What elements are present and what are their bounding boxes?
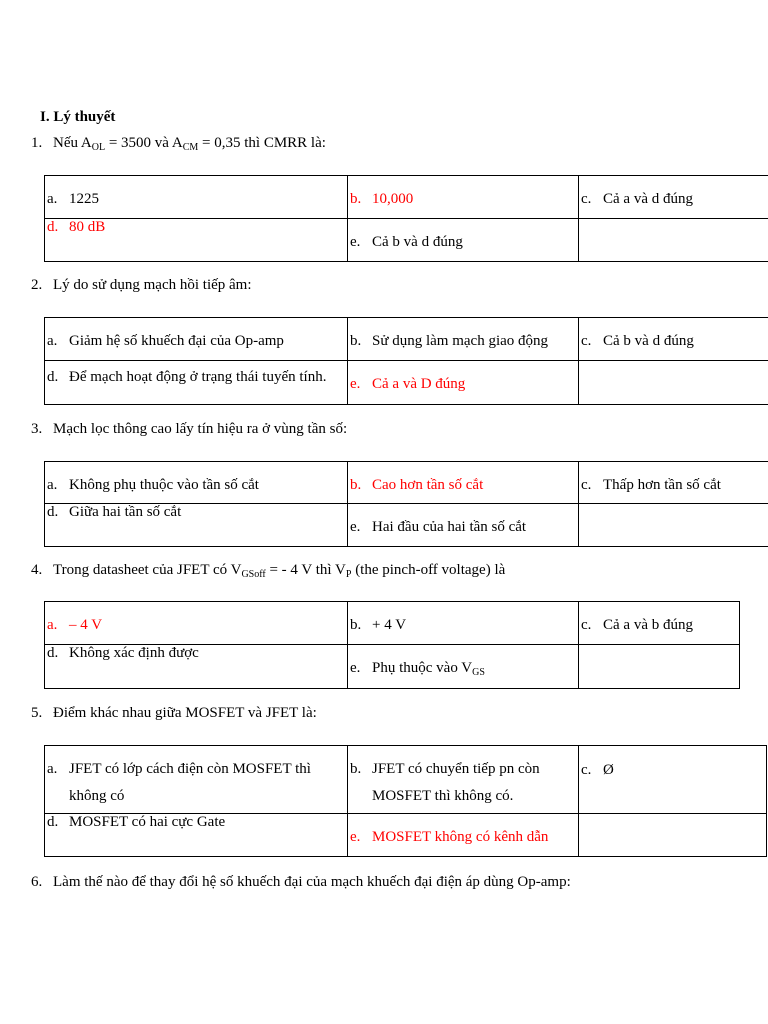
empty-cell xyxy=(579,504,768,547)
question-number: 4. xyxy=(31,562,43,578)
question-number: 3. xyxy=(31,421,43,437)
option-a[interactable]: a. JFET có lớp cách điện còn MOSFET thì không có xyxy=(45,746,348,814)
section-heading: I. Lý thuyết xyxy=(40,109,116,125)
question-number: 2. xyxy=(31,277,43,293)
option-a[interactable]: a. Không phụ thuộc vào tần số cắt xyxy=(45,462,348,504)
answer-table-3 xyxy=(44,461,768,547)
option-b[interactable]: b. Cao hơn tần số cắt xyxy=(348,462,579,504)
option-a[interactable]: a. Giảm hệ số khuếch đại của Op-amp xyxy=(45,318,348,361)
answer-table-2 xyxy=(44,317,768,405)
option-d[interactable]: d. MOSFET có hai cực Gate xyxy=(45,814,348,857)
answer-table-1 xyxy=(44,175,768,262)
option-a[interactable]: a. 1225 xyxy=(45,176,348,219)
question-3: 3. Mạch lọc thông cao lấy tín hiệu ra ở vùng tần số: xyxy=(31,421,348,437)
option-c[interactable]: c. Ø xyxy=(579,746,767,814)
question-number: 6. xyxy=(31,874,43,890)
option-c[interactable]: c. Thấp hơn tần số cắt xyxy=(579,462,768,504)
option-e[interactable]: e. Cả b và d đúng xyxy=(348,219,579,262)
question-2: 2. Lý do sử dụng mạch hồi tiếp âm: xyxy=(31,277,252,293)
question-4: 4. Trong datasheet của JFET có $V_{GSoff}$ = - 4 V thì $V_P$ (the pinch-off voltage) là xyxy=(31,562,506,580)
option-d[interactable]: d. 80 dB xyxy=(45,219,348,262)
option-d[interactable]: d. Để mạch hoạt động ở trạng thái tuyến tính. xyxy=(45,361,348,405)
option-a[interactable]: a. – 4 V xyxy=(45,602,348,645)
question-1: 1. Nếu $A_{OL} = 3500$ và $A_{CM} = 0,35$ thì CMRR là: xyxy=(31,135,326,153)
option-b[interactable]: b. Sử dụng làm mạch giao động xyxy=(348,318,579,361)
empty-cell xyxy=(579,814,767,857)
answer-table-5 xyxy=(44,745,767,857)
question-number: 5. xyxy=(31,705,43,721)
option-d[interactable]: d. Không xác định được xyxy=(45,645,348,689)
question-number: 1. xyxy=(31,135,43,151)
question-6: 6. Làm thế nào để thay đổi hệ số khuếch đại của mạch khuếch đại điện áp dùng Op-amp: xyxy=(31,874,571,890)
question-5: 5. Điểm khác nhau giữa MOSFET và JFET là: xyxy=(31,705,317,721)
answer-table-4 xyxy=(44,601,740,689)
option-e[interactable]: e. Hai đầu của hai tần số cắt xyxy=(348,504,579,547)
option-e[interactable]: e. Phụ thuộc vào $V_{GS}$ xyxy=(348,645,579,689)
empty-cell xyxy=(579,361,768,405)
option-c[interactable]: c. Cả b và d đúng xyxy=(579,318,768,361)
option-b[interactable]: b. JFET có chuyển tiếp pn còn MOSFET thì không có. xyxy=(348,746,579,814)
option-c[interactable]: c. Cả a và b đúng xyxy=(579,602,740,645)
option-c[interactable]: c. Cả a và d đúng xyxy=(579,176,768,219)
option-d[interactable]: d. Giữa hai tần số cắt xyxy=(45,504,348,547)
empty-cell xyxy=(579,219,768,262)
option-e[interactable]: e. Cả a và D đúng xyxy=(348,361,579,405)
option-b[interactable]: b. + 4 V xyxy=(348,602,579,645)
empty-cell xyxy=(579,645,740,689)
option-e[interactable]: e. MOSFET không có kênh dẫn xyxy=(348,814,579,857)
option-b[interactable]: b. 10,000 xyxy=(348,176,579,219)
